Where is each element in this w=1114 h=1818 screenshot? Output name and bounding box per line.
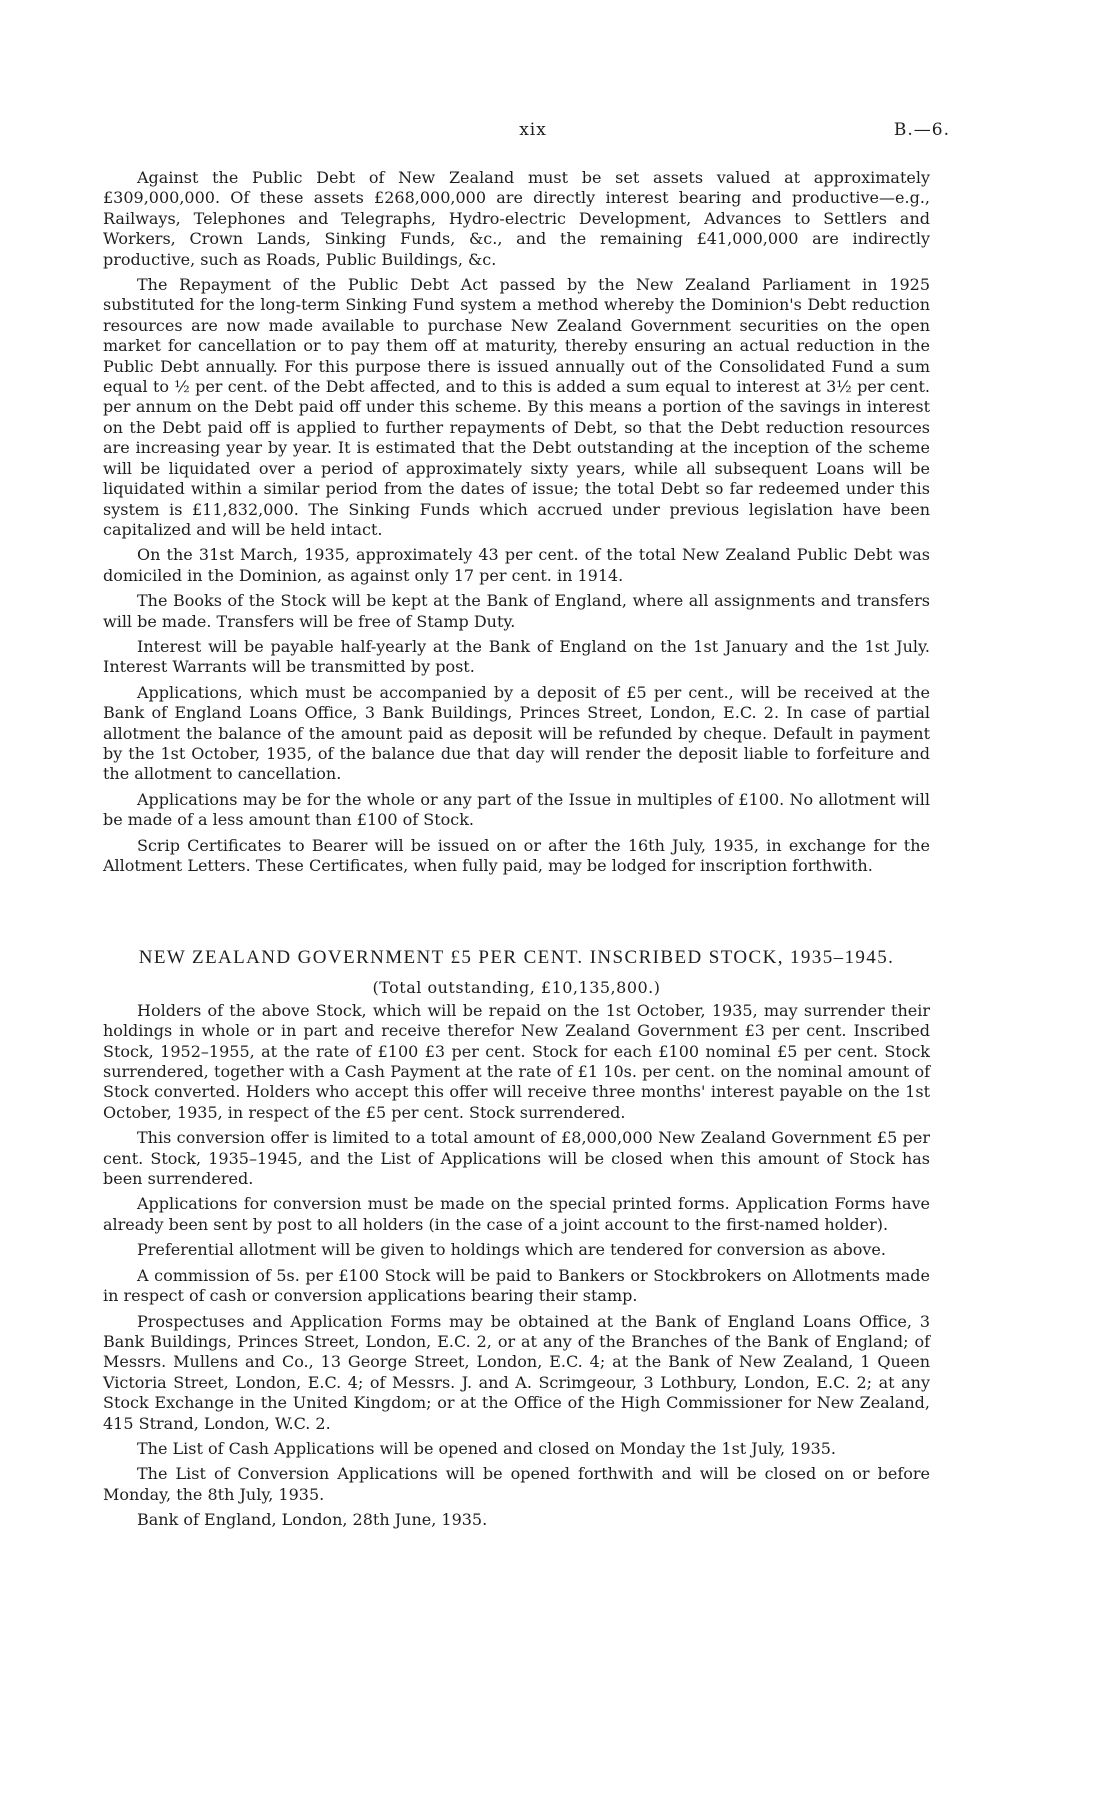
paragraph-conversion-list: The List of Conversion Applications will be opened forthwith and will be closed on or before Monday, the 8th July, 1935.: [103, 1464, 930, 1504]
paragraph-cash-list: The List of Cash Applications will be opened and closed on Monday the 1st July, 1935.: [137, 1438, 837, 1458]
paragraph-repayment-act: The Repayment of the Public Debt Act passed by the New Zealand Parliament in 1925 substituted for the long-term Sinking Fund system a method whereby the Dominion's Debt reduction resources are now made available to purchase New Zealand Government securities on the open market for cancellation or to pay them off at maturity, thereby ensuring an actual reduction in the Public Debt annually. For this purpose there is issued annually out of the Consolidated Fund a sum equal to ½ per cent. of the Debt affected, and to this is added a sum equal to interest at 3½ per cent. per annum on the Debt paid off under this scheme. By this means a portion of the savings in interest on the Debt paid off is applied to further repayments of Debt, so that the Debt reduction resources are increasing year by year. It is estimated that the Debt outstanding at the inception of the scheme will be liquidated over a period of approximately sixty years, while all subsequent Loans will be liquidated within a similar period from the dates of issue; the total Debt so far redeemed under this system is £11,832,000. The Sinking Funds which accrued under previous legislation have been capitalized and will be held intact.: [103, 275, 930, 539]
paragraph-prospectuses: Prospectuses and Application Forms may be obtained at the Bank of England Loans Office, 3 Bank Buildings, Princes Street, London, E.C. 2, or at any of the Branches of the Bank of England; of Messrs. Mullens and Co., 13 George Street, London, E.C. 4; at the Bank of New Zealand, 1 Queen Victoria Street, London, E.C. 4; of Messrs. J. and A. Scrimgeour, 3 Lothbury, London, E.C. 2; at any Stock Exchange in the United Kingdom; or at the Office of the High Commissioner for New Zealand, 415 Strand, London, W.C. 2.: [103, 1311, 930, 1433]
paragraph-stock-books: The Books of the Stock will be kept at the Bank of England, where all assignments and transfers will be made. Transfers will be free of Stamp Duty.: [103, 591, 930, 631]
paragraph-debt-domicile: On the 31st March, 1935, approximately 43 per cent. of the total New Zealand Public Debt was domiciled in the Dominion, as against only 17 per cent. in 1914.: [103, 545, 930, 585]
paragraph-conversion-forms: Applications for conversion must be made on the special printed forms. Application Forms have already been sent by post to all holders (in the case of a joint account to the first-named holder).: [103, 1194, 930, 1234]
section-subtitle: (Total outstanding, £10,135,800.): [372, 978, 661, 998]
page-number: xix: [519, 120, 547, 140]
debt-information-section: [103, 168, 930, 881]
conversion-offer-section: [103, 948, 930, 1536]
paragraph-assets: Against the Public Debt of New Zealand must be set assets valued at approximately £309,000,000. Of these assets £268,000,000 are directly interest bearing and productive—e.g., Railways, Telephones and Telegraphs, Hydro-electric Development, Advances to Settlers and Workers, Crown Lands, Sinking Funds, &c., and the remaining £41,000,000 are indirectly productive, such as Roads, Public Buildings, &c.: [103, 168, 930, 269]
paragraph-conversion-limit: This conversion offer is limited to a total amount of £8,000,000 New Zealand Government £5 per cent. Stock, 1935–1945, and the List of Applications will be closed when this amount of Stock has been surrendered.: [103, 1128, 930, 1189]
paragraph-applications-deposit: Applications, which must be accompanied by a deposit of £5 per cent., will be received at the Bank of England Loans Office, 3 Bank Buildings, Princes Street, London, E.C. 2. In case of partial allotment the balance of the amount paid as deposit will be refunded by cheque. Default in payment by the 1st October, 1935, of the balance due that day will render the deposit liable to forfeiture and the allotment to cancellation.: [103, 682, 930, 784]
page-header: [0, 120, 1114, 144]
paragraph-preferential-allotment: Preferential allotment will be given to holdings which are tendered for conversion as above.: [137, 1240, 886, 1260]
signature-line: Bank of England, London, 28th June, 1935.: [137, 1510, 488, 1530]
paragraph-scrip-certificates: Scrip Certificates to Bearer will be issued on or after the 16th July, 1935, in exchange for the Allotment Letters. These Certificates, when fully paid, may be lodged for inscription forthwith.: [103, 835, 930, 875]
paragraph-commission: A commission of 5s. per £100 Stock will be paid to Bankers or Stockbrokers on Allotments made in respect of cash or conversion applications bearing their stamp.: [103, 1265, 930, 1306]
paragraph-applications-multiples: Applications may be for the whole or any part of the Issue in multiples of £100. No allotment will be made of a less amount than £100 of Stock.: [103, 789, 930, 830]
paragraph-interest: Interest will be payable half-yearly at the Bank of England on the 1st January and the 1st July. Interest Warrants will be transmitted by post.: [103, 636, 930, 677]
section-title: NEW ZEALAND GOVERNMENT £5 PER CENT. INSCRIBED STOCK, 1935–1945.: [138, 947, 895, 968]
document-reference: B.—6.: [893, 120, 950, 140]
paragraph-conversion-terms: Holders of the above Stock, which will be repaid on the 1st October, 1935, may surrender their holdings in whole or in part and receive therefor New Zealand Government £3 per cent. Inscribed Stock, 1952–1955, at the rate of £100 £3 per cent. Stock for each £100 nominal £5 per cent. Stock surrendered, together with a Cash Payment at the rate of £1 10s. per cent. on the nominal amount of Stock converted. Holders who accept this offer will receive three months' interest payable on the 1st October, 1935, in respect of the £5 per cent. Stock surrendered.: [103, 1000, 930, 1122]
